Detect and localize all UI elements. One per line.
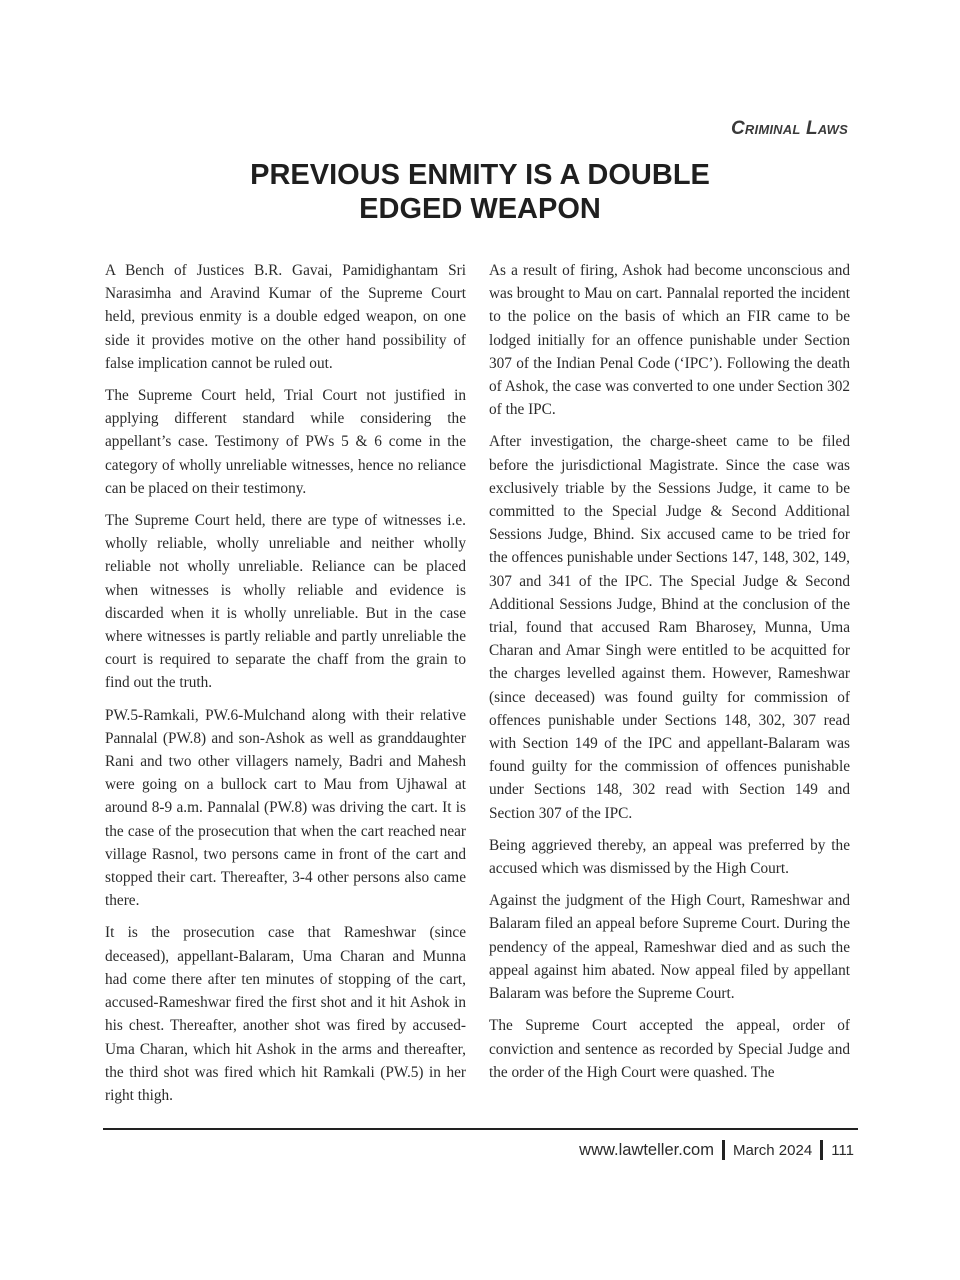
footer-issue-date: March 2024 [732,1141,813,1159]
section-label: Criminal Laws [731,118,848,139]
paragraph: After investigation, the charge-sheet came to be filed before the jurisdictional Magistrate. Since the case was exclusively triable by the Sessions Judge, it came to be committed to the Special Judge & Second Additional Sessions Judge, Bhind. Six accused came to be tried for the offences punishable under Sections 147, 148, 302, 149, 307 and 341 of the IPC. The Special Judge & Second Additional Sessions Judge, Bhind at the conclusion of the trial, found that accused Ram Bharosey, Munna, Uma Charan and Amar Singh were entitled to be acquitted for the charges levelled against them. However, Rameshwar (since deceased) was found guilty for commission of offences punishable under Sections 148, 302, 307 read with Section 149 of the IPC and appellant-Balaram was found guilty for the commission of offences punishable under Sections 148, 302 read with Section 149 and Section 307 of the IPC. [489,433,850,822]
footer-website: www.lawteller.com [579,1140,714,1159]
paragraph: The Supreme Court held, there are type of witnesses i.e. wholly reliable, wholly unreliable and neither wholly reliable not wholly unreliable. Reliance can be placed when witnesses is wholly reliable and evidence is discarded when it is wholly unreliable. But in the case where witnesses is partly reliable and partly unreliable the court is required to separate the chaff from the grain to find out the truth. [105,512,466,692]
paragraph: A Bench of Justices B.R. Gavai, Pamidighantam Sri Narasimha and Aravind Kumar of the Supreme Court held, previous enmity is a double edged weapon, on one side it provides motive on the other hand possibility of false implication cannot be ruled out. [105,262,466,372]
page-number: 111 [831,1141,854,1159]
paragraph: Against the judgment of the High Court, Rameshwar and Balaram filed an appeal before Supreme Court. During the pendency of the appeal, Rameshwar died and as such the appeal against him abated. Now appeal filed by appellant Balaram was before the Supreme Court. [489,892,850,1003]
article-title [180,158,780,226]
paragraph: It is the prosecution case that Rameshwar (since deceased), appellant-Balaram, Uma Charan and Munna had come there after ten minutes of stopping of the cart, accused-Rameshwar fired the first shot and it hit Ashok in his chest. Thereafter, another shot was fired by accused-Uma Charan, which hit Ashok in the arms and thereafter, the third shot was fired which hit Ramkali (PW.5) in her right thigh. [105,924,466,1104]
paragraph: The Supreme Court held, Trial Court not justified in applying different standard while considering the appellant’s case. Testimony of PWs 5 & 6 come in the category of wholly unreliable witnesses, hence no reliance can be placed on their testimony. [105,387,466,497]
footer-separator [820,1140,823,1160]
article-title-line-2: EDGED WEAPON [359,193,601,225]
footer [579,1140,854,1160]
footer-separator [722,1140,725,1160]
paragraph: As a result of firing, Ashok had become unconscious and was brought to Mau on cart. Pannalal reported the incident to the police on the basis of which an FIR came to be lodged initially for an offence punishable under Section 307 of the Indian Penal Code (‘IPC’). Following the death of Ashok, the case was converted to one under Section 302 of the IPC. [489,262,850,419]
footer-divider [103,1128,858,1130]
paragraph: Being aggrieved thereby, an appeal was preferred by the accused which was dismissed by the High Court. [489,836,850,878]
right-column [489,259,850,1093]
paragraph: PW.5-Ramkali, PW.6-Mulchand along with their relative Pannalal (PW.8) and son-Ashok as well as granddaughter Rani and two other villagers namely, Badri and Mahesh were going on a bullock cart to Mau from Ujhawal at around 8-9 a.m. Pannalal (PW.8) was driving the cart. It is the case of the prosecution that when the cart reached near village Rasnol, two persons came in front of the cart and stopped their cart. Thereafter, 3-4 other persons also came there. [105,706,466,910]
article-title-line-1: PREVIOUS ENMITY IS A DOUBLE [250,159,710,191]
paragraph: The Supreme Court accepted the appeal, order of conviction and sentence as recorded by Special Judge and the order of the High Court were quashed. The [489,1017,850,1081]
left-column [105,259,466,1116]
